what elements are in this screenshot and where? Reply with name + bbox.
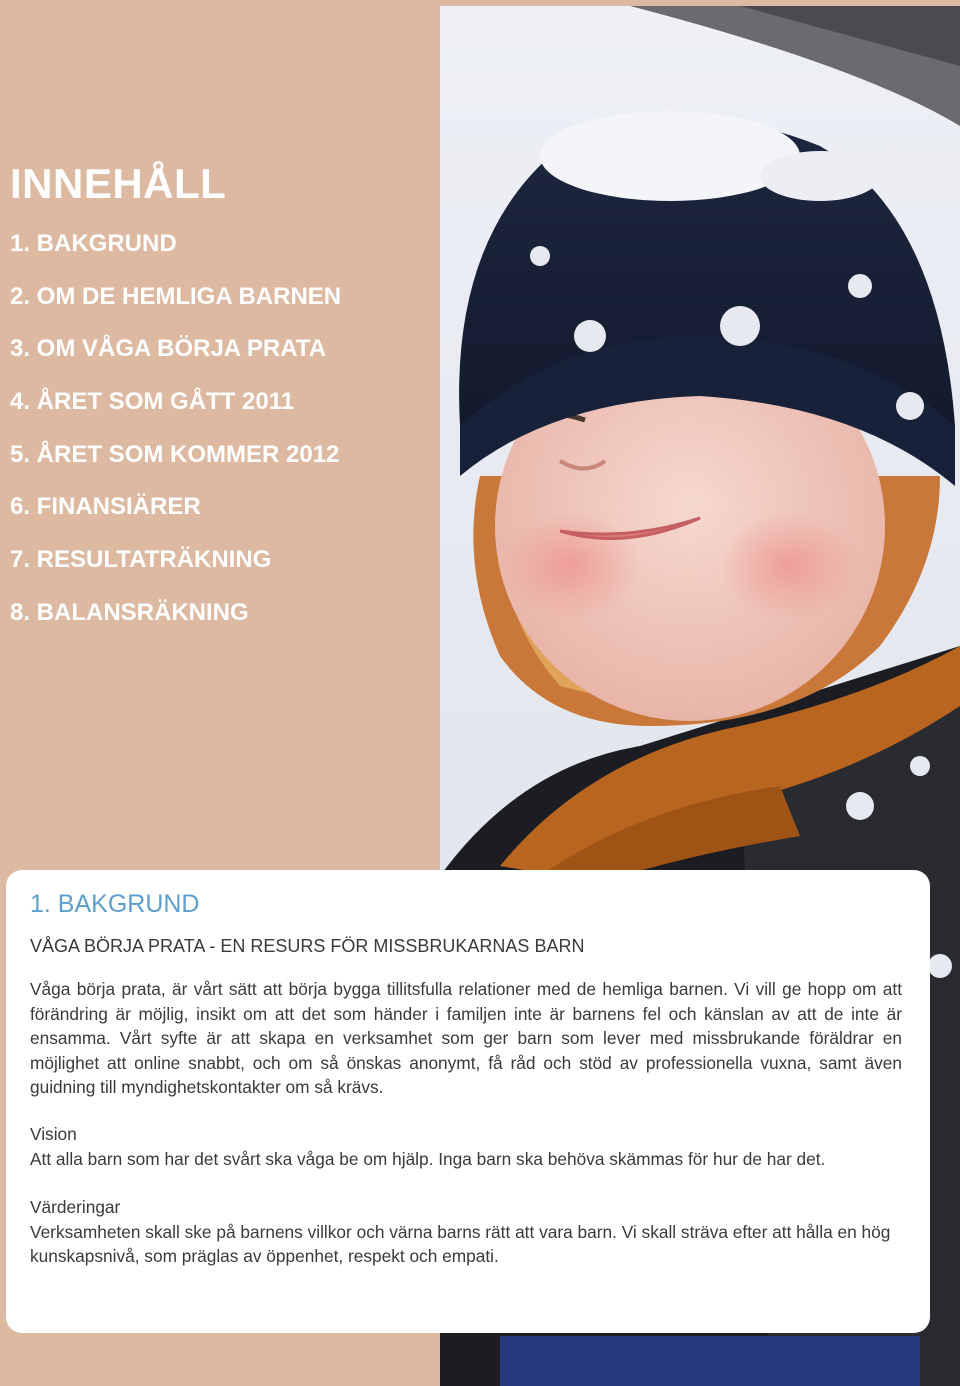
vision-block [30,1122,902,1171]
table-of-contents [10,222,341,644]
toc-item-bakgrund[interactable]: 1. BAKGRUND [10,230,177,257]
toc-item-aret-som-gatt[interactable]: 4. ÅRET SOM GÅTT 2011 [10,388,295,416]
toc-item-resultatrakning[interactable]: 7. RESULTATRÄKNING [10,546,272,574]
vision-text: Att alla barn som har det svårt ska våga be om hjälp. Inga barn ska behöva skämmas för hur de har det. [30,1148,826,1169]
toc-item-om-de-hemliga-barnen[interactable]: 2. OM DE HEMLIGA BARNEN [10,282,342,310]
toc-title: INNEHÅLL [10,160,227,207]
section-title: 1. BAKGRUND [30,890,200,918]
values-label: Värderingar [30,1197,121,1218]
values-block [30,1195,902,1269]
intro-paragraph: Våga börja prata, är vårt sätt att börja bygga tillitsfulla relationer med de hemliga barnen. Vi vill ge hopp om att förändring är möjlig, insikt om att det som händer i familjen inte är barnens fel och känslan av att de inte är ensamma. Vårt syfte är att skapa en verksamhet som ger barn som lever med missbrukande föräldrar en möjlighet att online snabbt, och om så önskas anonymt, få råd och stöd av professionella vuxna, samt även guidning till myndighetskontakter om så krävs. [30,979,902,1098]
toc-item-aret-som-kommer[interactable]: 5. ÅRET SOM KOMMER 2012 [10,440,340,468]
toc-item-om-vaga-borja-prata[interactable]: 3. OM VÅGA BÖRJA PRATA [10,335,327,363]
vision-label: Vision [30,1123,77,1144]
toc-item-finansiarer[interactable]: 6. FINANSIÄRER [10,493,201,521]
content-card [6,870,930,1333]
section-subtitle: VÅGA BÖRJA PRATA - EN RESURS FÖR MISSBRUKARNAS BARN [30,936,585,956]
values-text: Verksamheten skall ske på barnens villkor och värna barns rätt att vara barn. Vi skall sträva efter att hålla en hög kunskapsnivå, som präglas av öppenhet, respekt och empati. [30,1221,891,1267]
toc-item-balansrakning[interactable]: 8. BALANSRÄKNING [10,598,249,626]
